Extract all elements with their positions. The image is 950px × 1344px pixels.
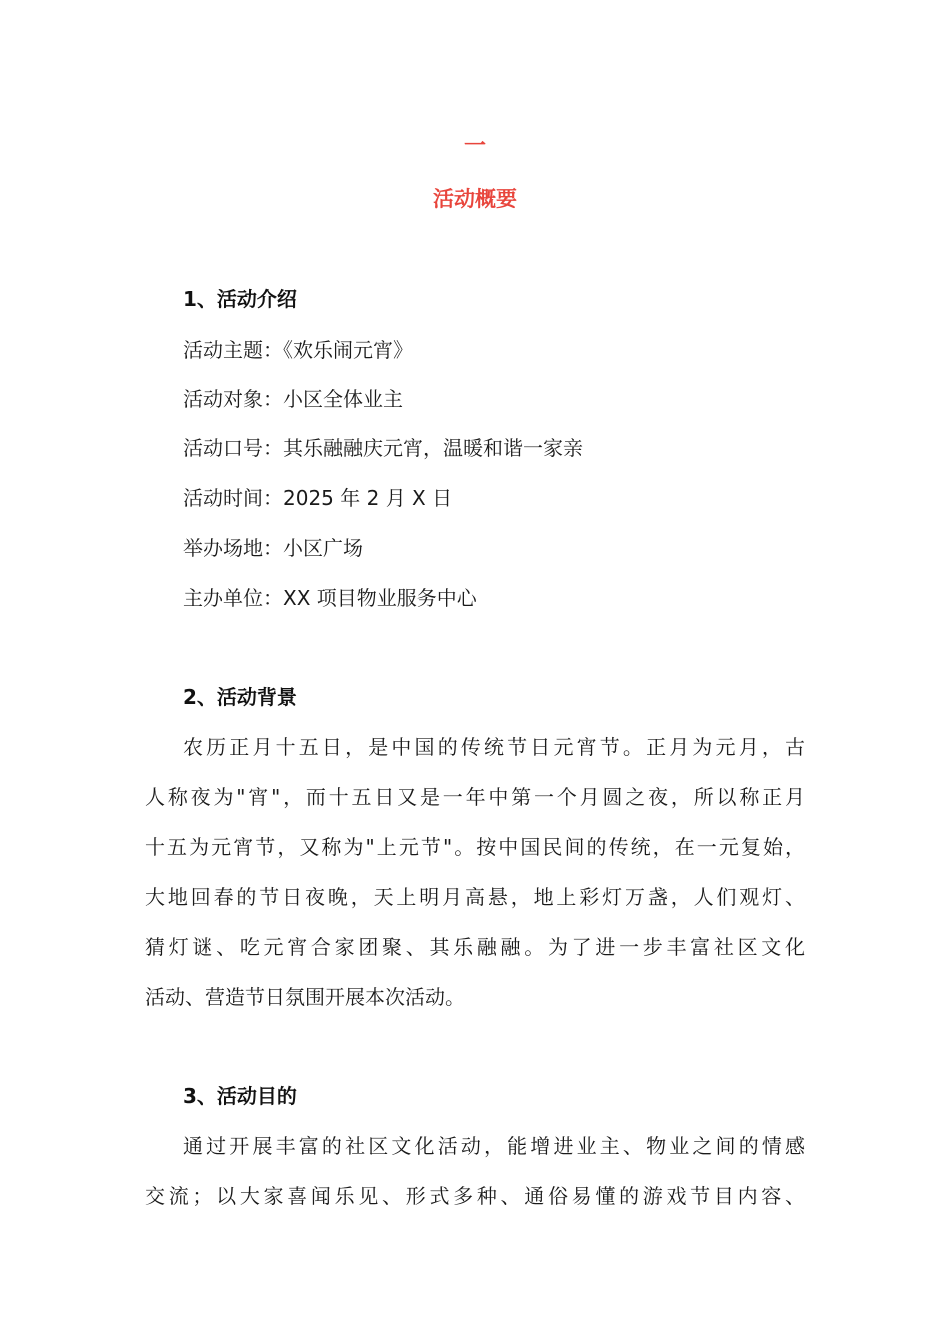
info-organizer: 主办单位：XX 项目物业服务中心 (183, 586, 477, 610)
paragraph-line: 农历正月十五日，是中国的传统节日元宵节。正月为元月，古 (183, 735, 805, 759)
paragraph-line: 人称夜为"宵"，而十五日又是一年中第一个月圆之夜，所以称正月 (145, 785, 805, 809)
info-audience: 活动对象：小区全体业主 (183, 387, 403, 411)
paragraph-line: 十五为元宵节，又称为"上元节"。按中国民间的传统，在一元复始， (145, 835, 805, 859)
info-slogan: 活动口号：其乐融融庆元宵，温暖和谐一家亲 (183, 436, 583, 460)
paragraph-line: 交流；以大家喜闻乐见、形式多种、通俗易懂的游戏节目内容、 (145, 1184, 805, 1208)
info-time: 活动时间：2025 年 2 月 X 日 (183, 486, 453, 510)
paragraph-line: 通过开展丰富的社区文化活动，能增进业主、物业之间的情感 (183, 1134, 805, 1158)
info-theme: 活动主题：《欢乐闹元宵》 (183, 338, 413, 362)
chapter-number: 一 (463, 134, 486, 159)
section-heading-intro: 1、活动介绍 (183, 287, 297, 311)
section-heading-purpose: 3、活动目的 (183, 1084, 297, 1108)
section-heading-background: 2、活动背景 (183, 685, 297, 709)
chapter-title: 活动概要 (433, 187, 517, 211)
paragraph-line: 大地回春的节日夜晚，天上明月高悬，地上彩灯万盏，人们观灯、 (145, 885, 805, 909)
info-venue: 举办场地：小区广场 (183, 536, 363, 560)
paragraph-line: 活动、营造节日氛围开展本次活动。 (145, 985, 465, 1009)
paragraph-line: 猜灯谜、吃元宵合家团聚、其乐融融。为了进一步丰富社区文化 (145, 935, 805, 959)
